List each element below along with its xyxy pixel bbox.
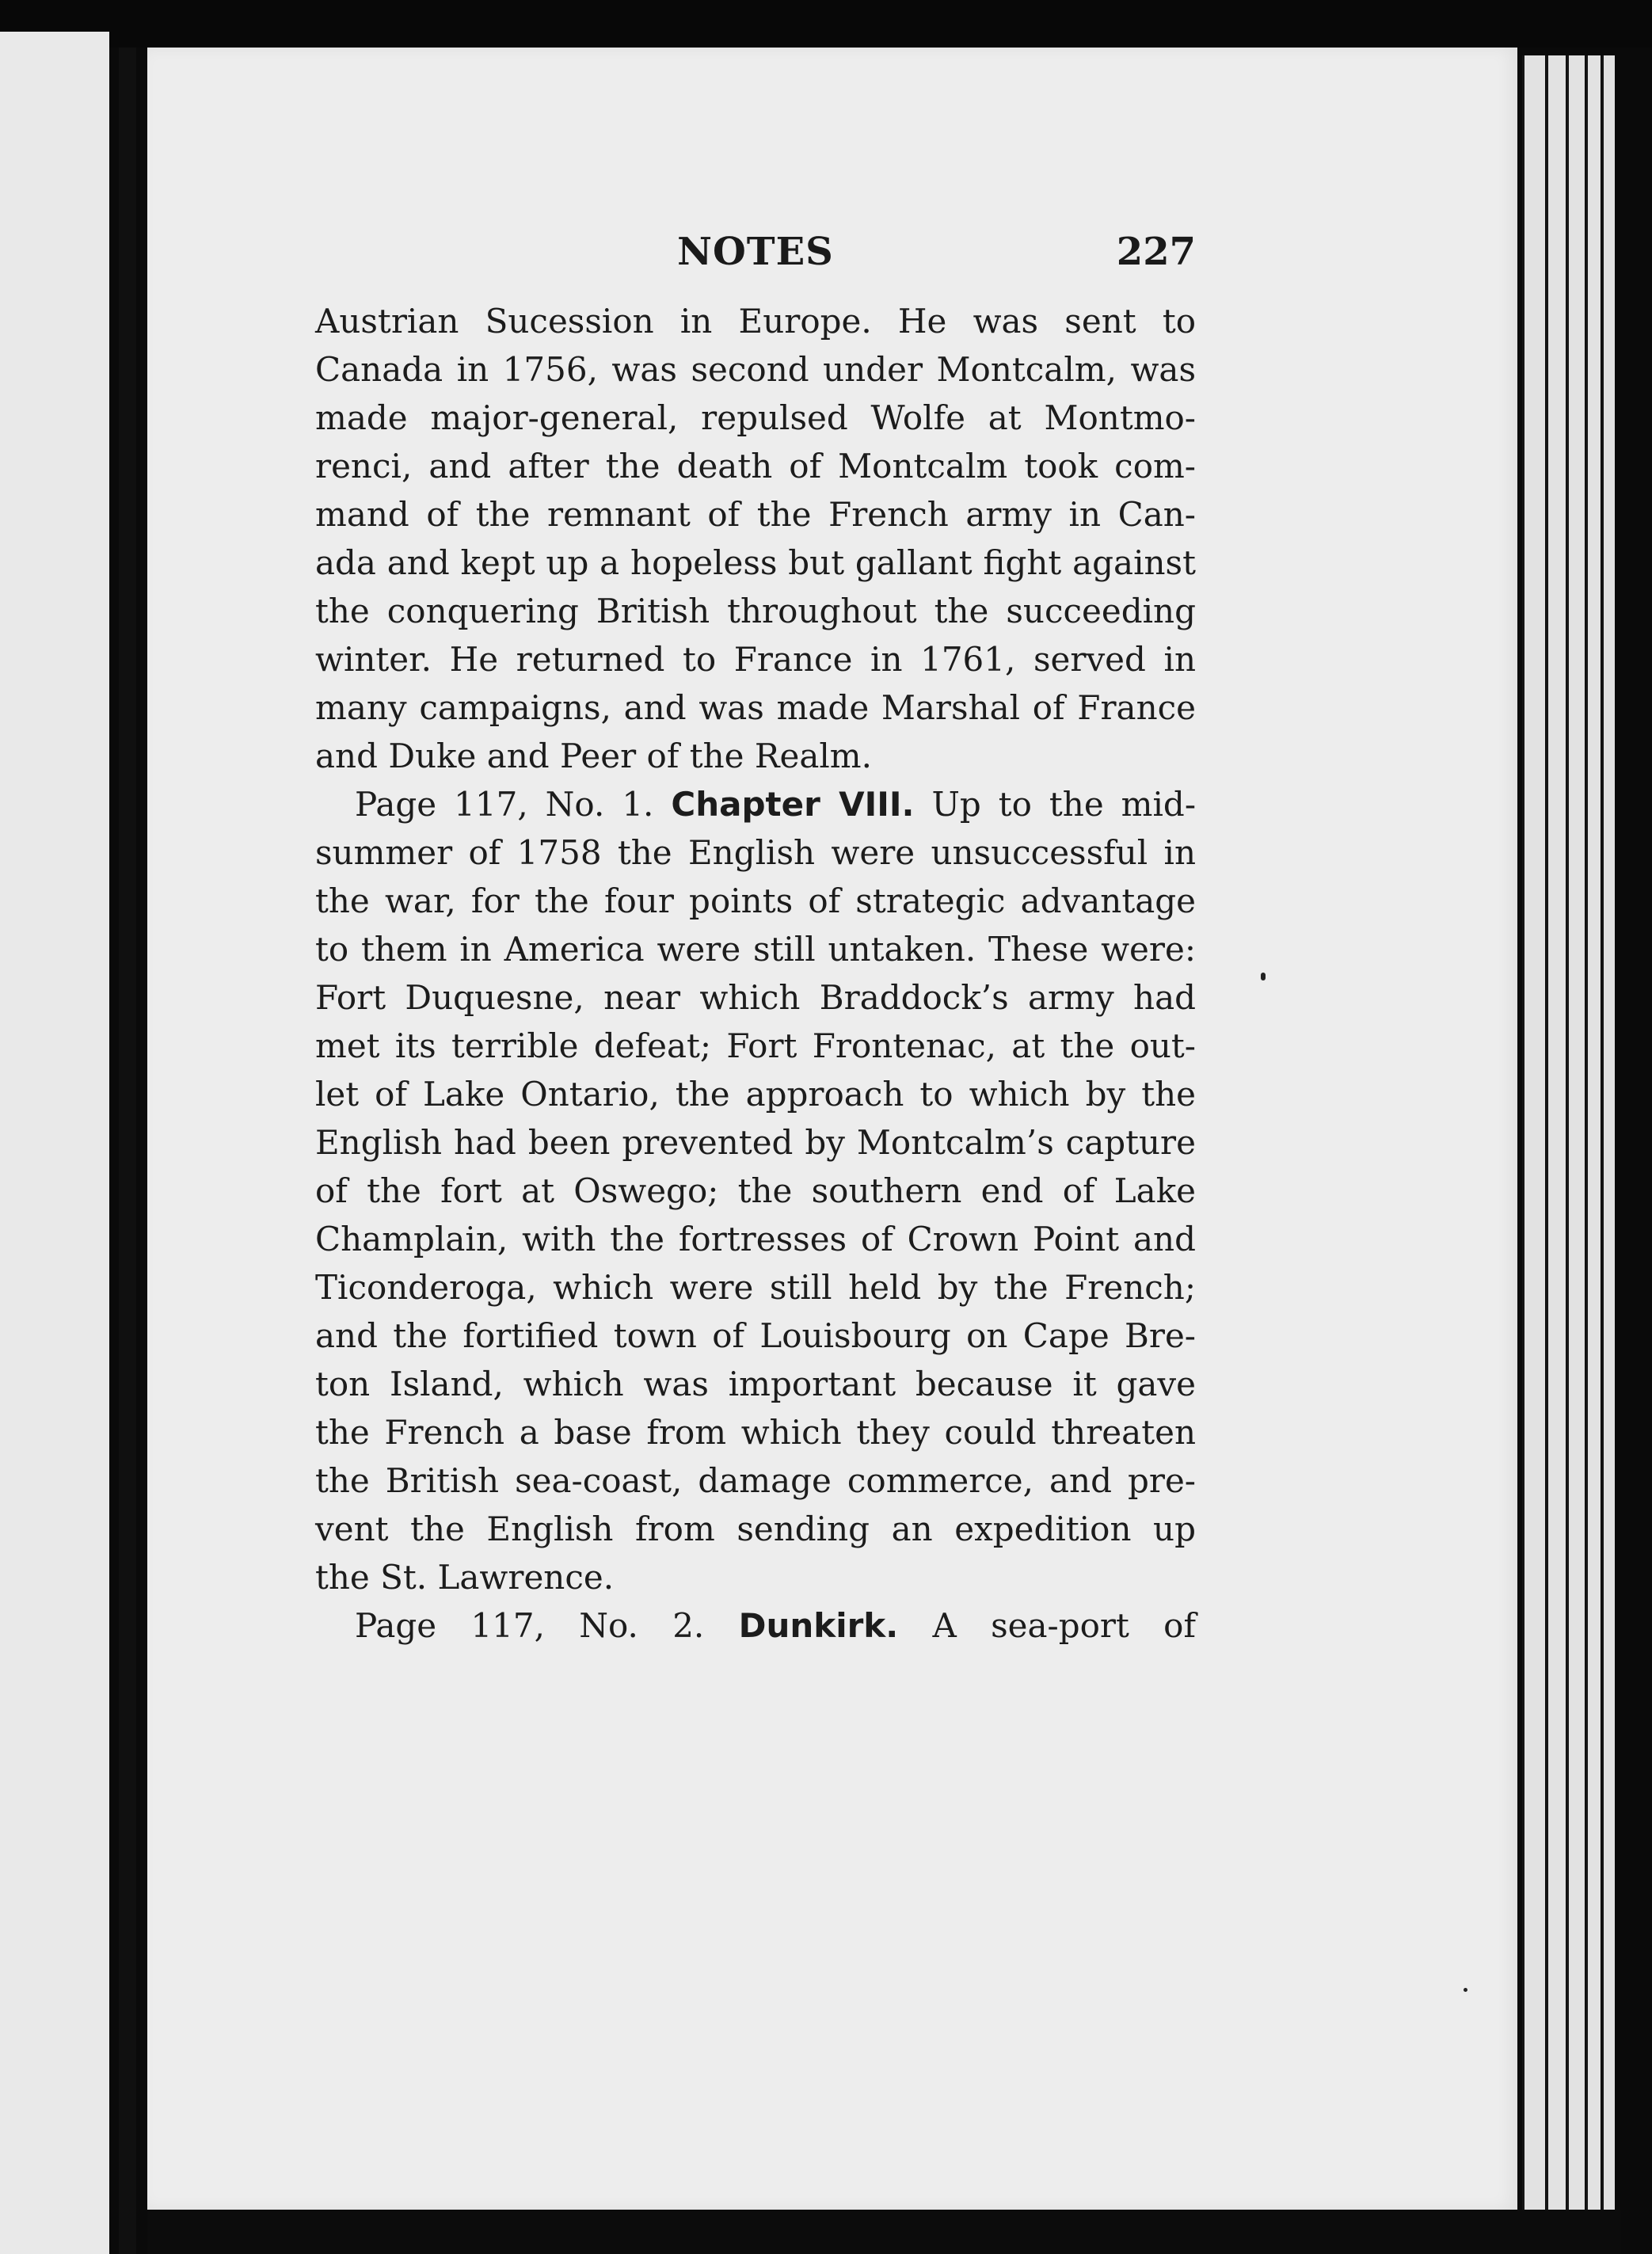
text-line: the conquering British throughout the succeeding: [315, 592, 1196, 630]
text-line: Canada in 1756, was second under Montcalm, was: [315, 350, 1196, 389]
text-line: ton Island, which was important because it gave: [315, 1365, 1196, 1403]
text-line: winter. He returned to France in 1761, served in: [315, 640, 1196, 679]
gutter-shadow: [119, 48, 136, 2254]
note-label: Dunkirk.: [738, 1606, 899, 1645]
body-text: [315, 297, 1196, 1650]
page-stack-edge: [1585, 55, 1601, 2225]
text-line: the French a base from which they could threaten: [315, 1413, 1196, 1452]
text-line: many campaigns, and was made Marshal of France: [315, 688, 1196, 727]
text-line: to them in America were still untaken. These were:: [315, 930, 1196, 969]
text-line: mand of the remnant of the French army in Can-: [315, 495, 1196, 534]
text-line: met its terrible defeat; Fort Frontenac, at the out-: [315, 1026, 1196, 1065]
text-line: and Duke and Peer of the Realm.: [315, 737, 872, 775]
running-head: [315, 230, 1196, 280]
scan-speck: [1261, 973, 1266, 980]
text-line: ada and kept up a hopeless but gallant fight against: [315, 543, 1196, 582]
text-line: renci, and after the death of Montcalm took com-: [315, 447, 1196, 485]
scan-speck: [1464, 1988, 1467, 1992]
page-stack-edge: [1566, 55, 1585, 2225]
note-heading-line: [315, 780, 1196, 828]
note-text: A sea-port of: [898, 1606, 1197, 1645]
text-line: the St. Lawrence.: [315, 1558, 615, 1597]
note-heading-line: [315, 1601, 1196, 1650]
text-line: made major-general, repulsed Wolfe at Montmo-: [315, 398, 1196, 437]
scan-top-border: [0, 0, 1652, 48]
text-line: vent the English from sending an expedition up: [315, 1510, 1196, 1548]
text-line: English had been prevented by Montcalm’s capture: [315, 1123, 1196, 1162]
page-number: 227: [1116, 230, 1196, 274]
text-line: and the fortified town of Louisbourg on Cape Bre-: [315, 1316, 1196, 1355]
running-head-title: NOTES: [677, 230, 834, 274]
note-label: Chapter VIII.: [671, 785, 915, 824]
facing-page-edge: [0, 32, 109, 2254]
note-text: Up to the mid-: [914, 785, 1197, 824]
text-line: Austrian Sucession in Europe. He was sent to: [315, 302, 1196, 341]
text-line: Ticonderoga, which were still held by the French;: [315, 1268, 1196, 1307]
text-line: of the fort at Oswego; the southern end of Lake: [315, 1171, 1196, 1210]
note-reference: Page 117, No. 1.: [355, 785, 672, 824]
scan-bottom-border: [147, 2210, 1620, 2254]
page-stack-edge: [1522, 55, 1545, 2225]
text-line: summer of 1758 the English were unsuccessful in: [315, 833, 1196, 872]
text-line: Fort Duquesne, near which Braddock’s army had: [315, 978, 1196, 1017]
page-stack-edge: [1601, 55, 1615, 2225]
page-stack-edge: [1546, 55, 1566, 2225]
text-line: Champlain, with the fortresses of Crown Point and: [315, 1220, 1196, 1258]
text-line: the British sea-coast, damage commerce, and pre-: [315, 1461, 1196, 1500]
text-line: the war, for the four points of strategic advantage: [315, 881, 1196, 920]
text-line: let of Lake Ontario, the approach to which by the: [315, 1075, 1196, 1114]
note-reference: Page 117, No. 2.: [355, 1606, 739, 1645]
